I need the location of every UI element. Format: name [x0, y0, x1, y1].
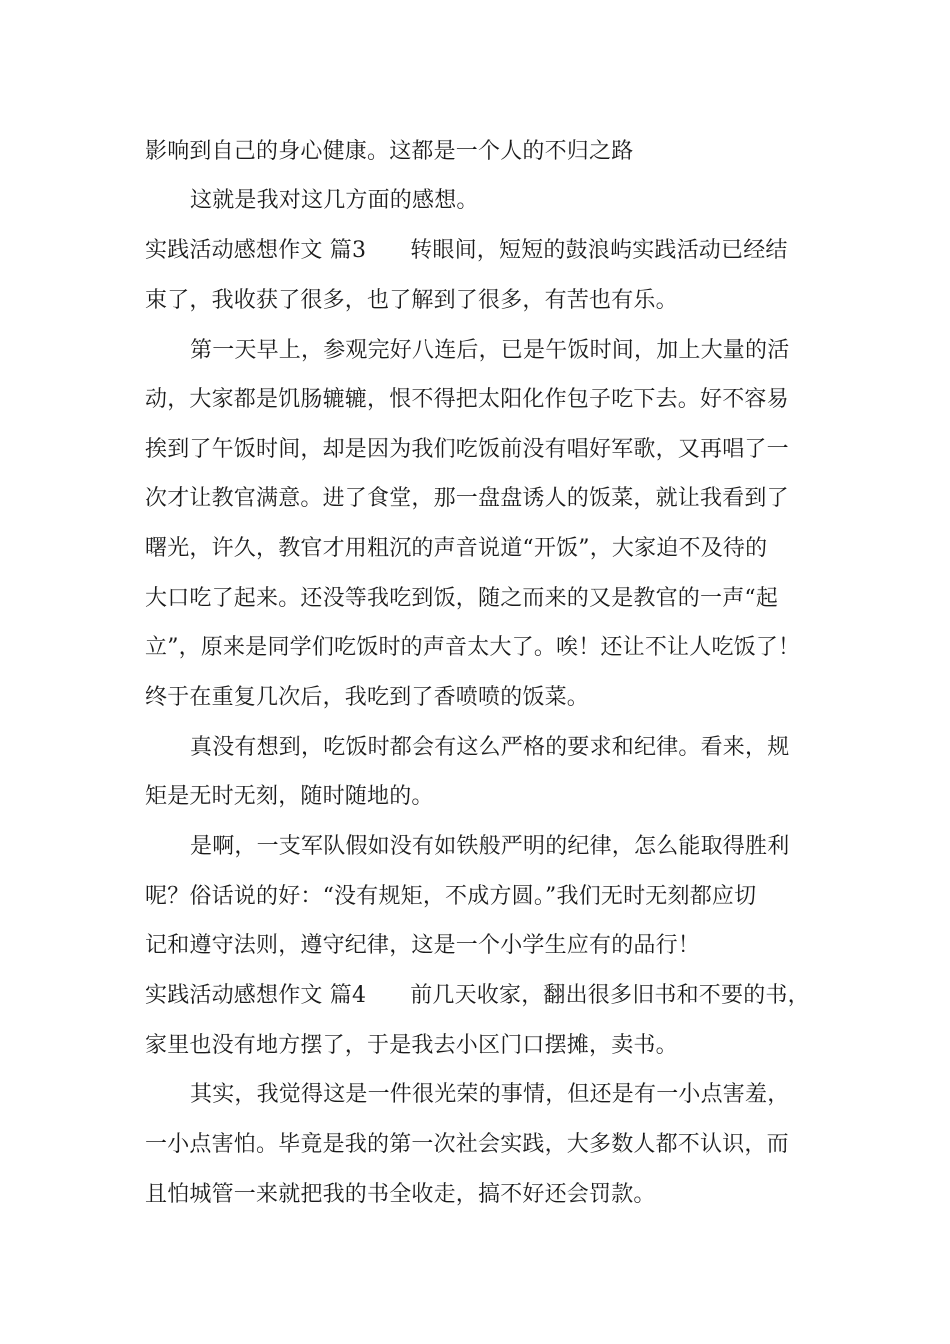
paragraph-line: 矩是无时无刻，随时随地的。	[145, 784, 434, 809]
paragraph-line: 真没有想到，吃饭时都会有这么严格的要求和纪律。看来，规	[190, 735, 790, 760]
paragraph-line: 记和遵守法则，遵守纪律，这是一个小学生应有的品行！	[145, 933, 701, 958]
section-heading: 实践活动感想作文 篇3	[145, 238, 367, 263]
paragraph-line: 是啊，一支军队假如没有如铁般严明的纪律，怎么能取得胜利	[190, 834, 790, 859]
paragraph-line: 影响到自己的身心健康。这都是一个人的不归之路	[145, 139, 634, 164]
section-heading-line	[145, 236, 788, 266]
paragraph-line: 这就是我对这几方面的感想。	[190, 188, 479, 213]
section-heading-line	[145, 981, 810, 1011]
paragraph-line: 大口吃了起来。还没等我吃到饭，随之而来的又是教官的一声“起	[145, 586, 779, 611]
paragraph-line: 家里也没有地方摆了，于是我去小区门口摆摊，卖书。	[145, 1033, 678, 1058]
paragraph-line: 第一天早上，参观完好八连后，已是午饭时间，加上大量的活	[190, 338, 790, 363]
paragraph-line: 一小点害怕。毕竟是我的第一次社会实践，大多数人都不认识，而	[145, 1132, 789, 1157]
paragraph-line: 且怕城管一来就把我的书全收走，搞不好还会罚款。	[145, 1182, 656, 1207]
paragraph-line: 终于在重复几次后，我吃到了香喷喷的饭菜。	[145, 685, 590, 710]
paragraph-text: 转眼间，短短的鼓浪屿实践活动已经结	[410, 238, 788, 263]
paragraph-line: 其实，我觉得这是一件很光荣的事情，但还是有一小点害羞，	[190, 1082, 790, 1107]
paragraph-line: 次才让教官满意。进了食堂，那一盘盘诱人的饭菜，就让我看到了	[145, 486, 789, 511]
paragraph-text: 前几天收家，翻出很多旧书和不要的书，	[410, 983, 810, 1008]
paragraph-line: 立”，原来是同学们吃饭时的声音太大了。唉！还让不让人吃饭了！	[145, 635, 801, 660]
paragraph-line: 曙光，许久，教官才用粗沉的声音说道“开饭”，大家迫不及待的	[145, 536, 768, 561]
section-heading: 实践活动感想作文 篇4	[145, 983, 367, 1008]
paragraph-line: 束了，我收获了很多，也了解到了很多，有苦也有乐。	[145, 288, 678, 313]
paragraph-line: 呢？俗话说的好：“没有规矩，不成方圆。”我们无时无刻都应切	[145, 884, 757, 909]
paragraph-line: 动，大家都是饥肠辘辘，恨不得把太阳化作包子吃下去。好不容易	[145, 387, 789, 412]
paragraph-line: 挨到了午饭时间，却是因为我们吃饭前没有唱好军歌，又再唱了一	[145, 437, 789, 462]
